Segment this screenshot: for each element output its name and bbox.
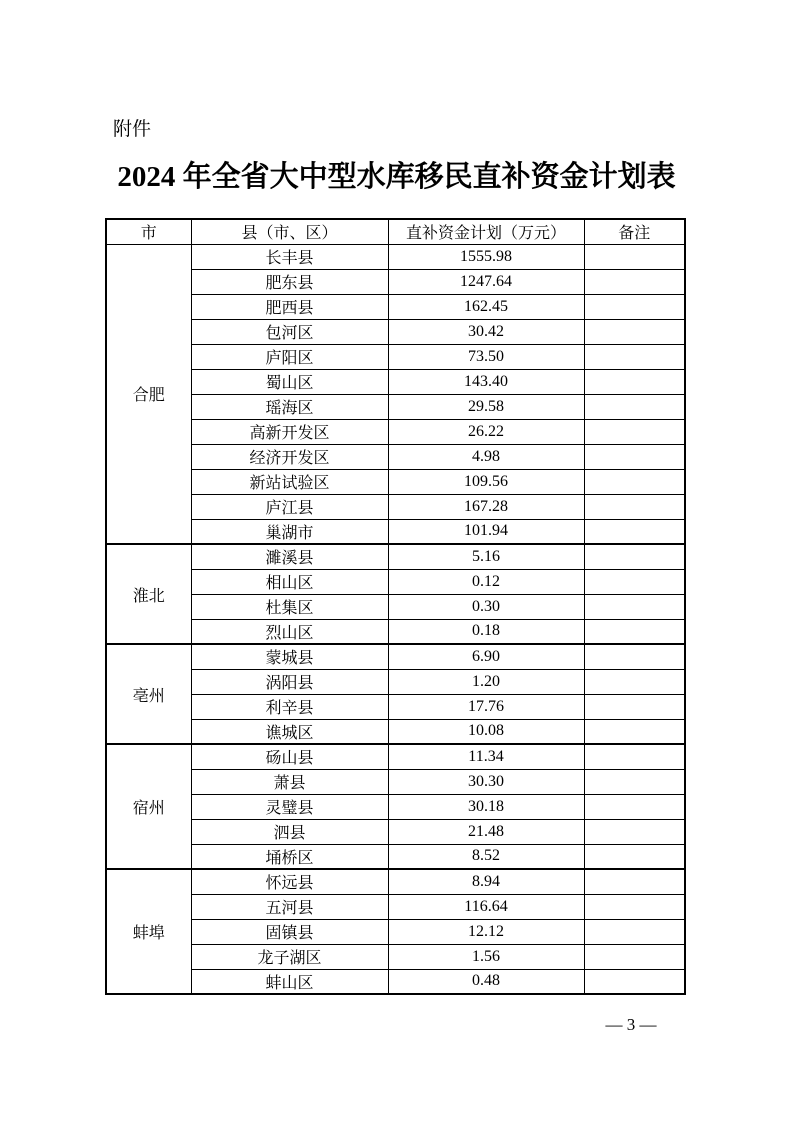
remark-cell [584, 269, 685, 294]
remark-cell [584, 494, 685, 519]
county-cell: 固镇县 [191, 919, 388, 944]
remark-cell [584, 294, 685, 319]
column-header: 县（市、区） [191, 219, 388, 244]
county-cell: 蒙城县 [191, 644, 388, 669]
table-row [106, 944, 685, 969]
amount-cell: 167.28 [388, 494, 584, 519]
table-header [106, 219, 685, 244]
amount-cell: 30.18 [388, 794, 584, 819]
remark-cell [584, 544, 685, 569]
county-cell: 灵璧县 [191, 794, 388, 819]
amount-cell: 101.94 [388, 519, 584, 544]
county-cell: 蚌山区 [191, 969, 388, 994]
amount-cell: 1.20 [388, 669, 584, 694]
amount-cell: 30.30 [388, 769, 584, 794]
table-row [106, 269, 685, 294]
remark-cell [584, 744, 685, 769]
column-header: 直补资金计划（万元） [388, 219, 584, 244]
table-row [106, 969, 685, 994]
county-cell: 龙子湖区 [191, 944, 388, 969]
amount-cell: 30.42 [388, 319, 584, 344]
county-cell: 肥东县 [191, 269, 388, 294]
county-cell: 高新开发区 [191, 419, 388, 444]
table-row [106, 294, 685, 319]
county-cell: 杜集区 [191, 594, 388, 619]
county-cell: 新站试验区 [191, 469, 388, 494]
amount-cell: 116.64 [388, 894, 584, 919]
remark-cell [584, 519, 685, 544]
amount-cell: 17.76 [388, 694, 584, 719]
amount-cell: 143.40 [388, 369, 584, 394]
table-row [106, 344, 685, 369]
amount-cell: 12.12 [388, 919, 584, 944]
county-cell: 埇桥区 [191, 844, 388, 869]
city-cell: 亳州 [106, 644, 191, 744]
amount-cell: 162.45 [388, 294, 584, 319]
county-cell: 泗县 [191, 819, 388, 844]
remark-cell [584, 969, 685, 994]
county-cell: 怀远县 [191, 869, 388, 894]
county-cell: 巢湖市 [191, 519, 388, 544]
remark-cell [584, 919, 685, 944]
county-cell: 庐阳区 [191, 344, 388, 369]
amount-cell: 11.34 [388, 744, 584, 769]
county-cell: 涡阳县 [191, 669, 388, 694]
column-header: 市 [106, 219, 191, 244]
table-row [106, 569, 685, 594]
remark-cell [584, 819, 685, 844]
county-cell: 庐江县 [191, 494, 388, 519]
remark-cell [584, 319, 685, 344]
remark-cell [584, 669, 685, 694]
table-row [106, 819, 685, 844]
amount-cell: 6.90 [388, 644, 584, 669]
table-row [106, 319, 685, 344]
remark-cell [584, 719, 685, 744]
subsidy-table [105, 218, 686, 995]
county-cell: 烈山区 [191, 619, 388, 644]
city-cell: 宿州 [106, 744, 191, 869]
table-row [106, 744, 685, 769]
table-row [106, 369, 685, 394]
amount-cell: 4.98 [388, 444, 584, 469]
city-cell: 淮北 [106, 544, 191, 644]
table-row [106, 669, 685, 694]
remark-cell [584, 869, 685, 894]
amount-cell: 5.16 [388, 544, 584, 569]
amount-cell: 21.48 [388, 819, 584, 844]
remark-cell [584, 594, 685, 619]
column-header: 备注 [584, 219, 685, 244]
remark-cell [584, 794, 685, 819]
table-row [106, 719, 685, 744]
table-row [106, 619, 685, 644]
page-number: — 3 — [605, 1015, 657, 1034]
table-row [106, 394, 685, 419]
remark-cell [584, 694, 685, 719]
remark-cell [584, 369, 685, 394]
remark-cell [584, 469, 685, 494]
header-row [106, 219, 685, 244]
page-title: 2024 年全省大中型水库移民直补资金计划表 [117, 161, 676, 193]
remark-cell [584, 644, 685, 669]
table-row [106, 894, 685, 919]
table-row [106, 769, 685, 794]
table-row [106, 644, 685, 669]
county-cell: 瑶海区 [191, 394, 388, 419]
amount-cell: 8.52 [388, 844, 584, 869]
amount-cell: 10.08 [388, 719, 584, 744]
amount-cell: 29.58 [388, 394, 584, 419]
remark-cell [584, 419, 685, 444]
amount-cell: 8.94 [388, 869, 584, 894]
remark-cell [584, 844, 685, 869]
remark-cell [584, 619, 685, 644]
county-cell: 相山区 [191, 569, 388, 594]
remark-cell [584, 894, 685, 919]
table-row [106, 494, 685, 519]
attachment-label: 附件 [113, 119, 152, 140]
table-row [106, 544, 685, 569]
table-row [106, 469, 685, 494]
table-row [106, 869, 685, 894]
county-cell: 萧县 [191, 769, 388, 794]
table-row [106, 444, 685, 469]
amount-cell: 73.50 [388, 344, 584, 369]
remark-cell [584, 244, 685, 269]
amount-cell: 26.22 [388, 419, 584, 444]
amount-cell: 0.48 [388, 969, 584, 994]
amount-cell: 0.12 [388, 569, 584, 594]
city-cell: 蚌埠 [106, 869, 191, 994]
table-row [106, 694, 685, 719]
county-cell: 濉溪县 [191, 544, 388, 569]
amount-cell: 0.30 [388, 594, 584, 619]
county-cell: 五河县 [191, 894, 388, 919]
table-row [106, 594, 685, 619]
remark-cell [584, 569, 685, 594]
county-cell: 谯城区 [191, 719, 388, 744]
amount-cell: 1247.64 [388, 269, 584, 294]
table-row [106, 844, 685, 869]
county-cell: 包河区 [191, 319, 388, 344]
table-row [106, 919, 685, 944]
amount-cell: 0.18 [388, 619, 584, 644]
remark-cell [584, 444, 685, 469]
table-row [106, 519, 685, 544]
county-cell: 经济开发区 [191, 444, 388, 469]
table-row [106, 794, 685, 819]
city-cell: 合肥 [106, 244, 191, 544]
amount-cell: 1555.98 [388, 244, 584, 269]
county-cell: 肥西县 [191, 294, 388, 319]
table-body [106, 244, 685, 994]
amount-cell: 109.56 [388, 469, 584, 494]
remark-cell [584, 769, 685, 794]
table-row [106, 419, 685, 444]
remark-cell [584, 394, 685, 419]
remark-cell [584, 344, 685, 369]
county-cell: 长丰县 [191, 244, 388, 269]
remark-cell [584, 944, 685, 969]
county-cell: 蜀山区 [191, 369, 388, 394]
county-cell: 利辛县 [191, 694, 388, 719]
table-row [106, 244, 685, 269]
amount-cell: 1.56 [388, 944, 584, 969]
county-cell: 砀山县 [191, 744, 388, 769]
